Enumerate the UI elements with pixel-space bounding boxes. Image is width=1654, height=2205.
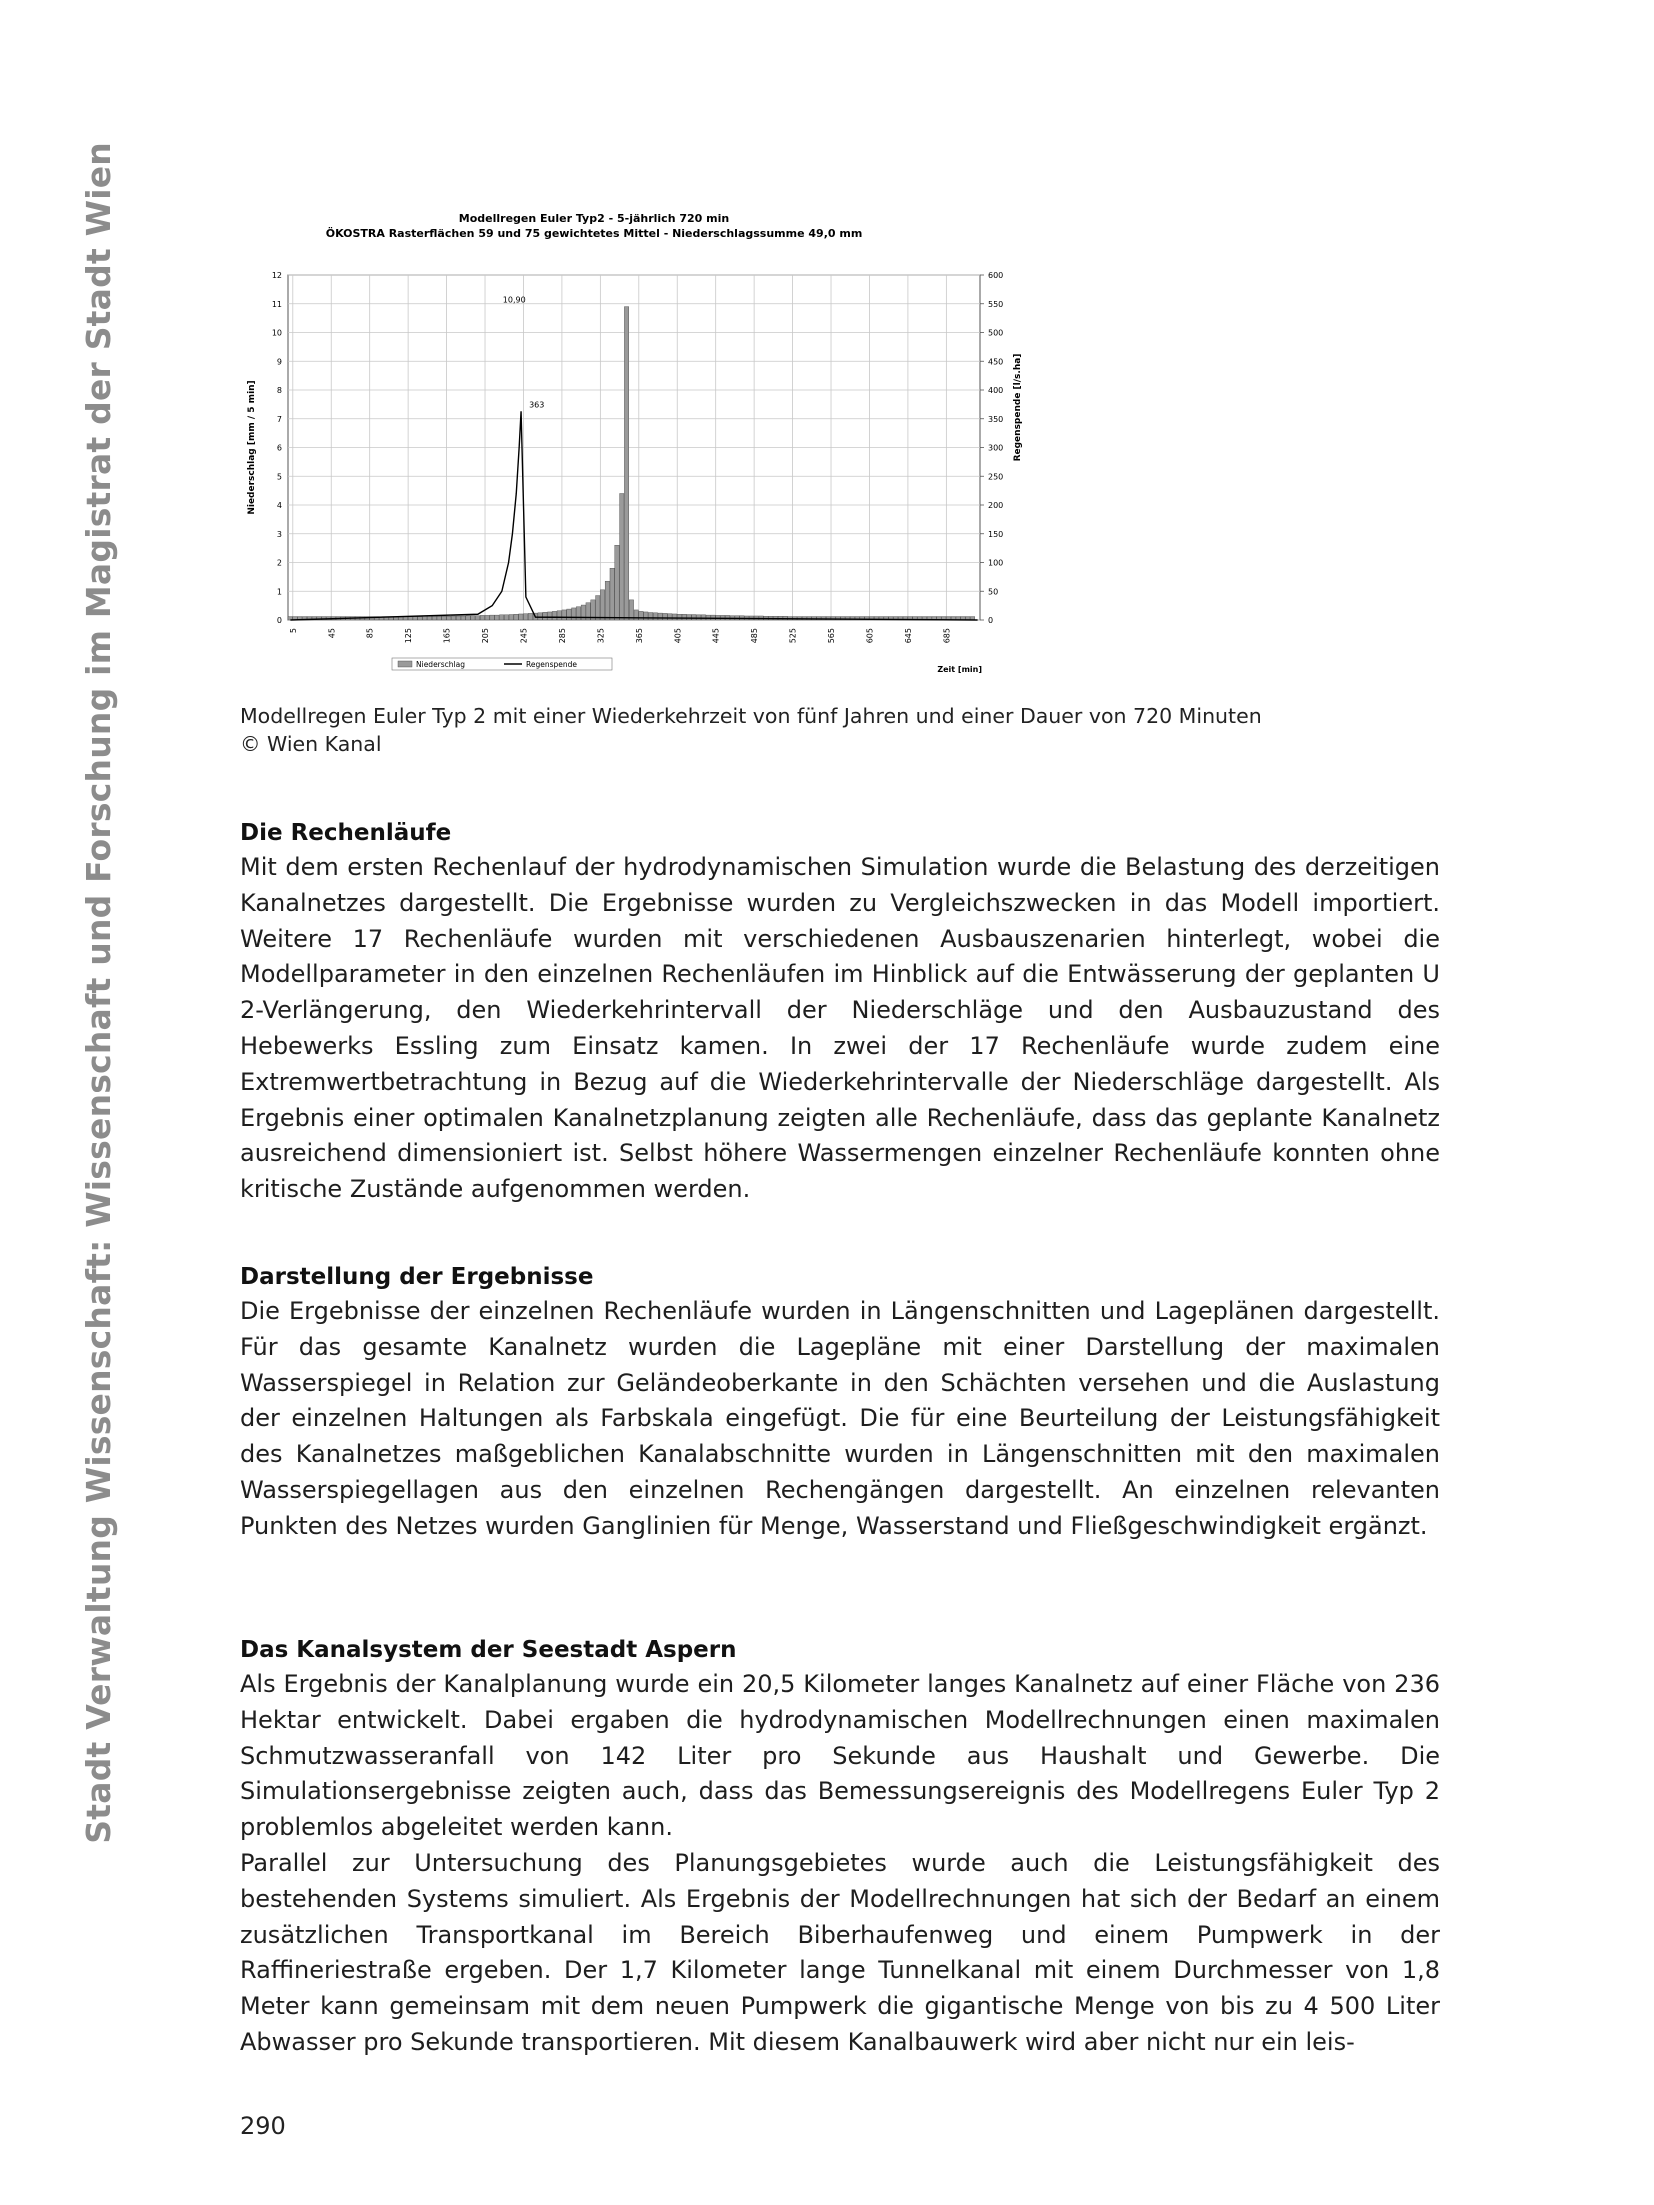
bar (485, 615, 489, 620)
x-tick-label: 205 (481, 628, 491, 644)
y2-tick-label: 400 (988, 386, 1004, 395)
section-paragraph: Parallel zur Untersuchung des Planungsgebietes wurde auch die Leistungsfähigkeit des bestehenden Systems simuliert. Als Ergebnis der Modellrechnungen hat sich der Bedarf an einem zusätzlichen Transportkanal im Bereich Biberhaufenweg und einem Pumpwerk in der Raffineriestraße ergeben. Der 1,7 Kilometer lange Tunnelkanal mit einem Durchmesser von 1,8 Meter kann gemeinsam mit dem neuen Pumpwerk die gigantische Menge von bis zu 4 500 Liter Abwasser pro Sekunde transportieren. Mit diesem Kanalbauwerk wird aber nicht nur ein leis- (240, 1848, 1440, 2056)
bar (610, 568, 614, 620)
legend-swatch-niederschlag (398, 661, 412, 667)
figure-caption (240, 702, 1440, 758)
section-paragraph: Mit dem ersten Rechenlauf der hydrodynamischen Simulation wurde die Belastung des derzeitigen Kanalnetzes dargestellt. Die Ergebnisse wurden zu Vergleichszwecken in das Modell importiert. Weitere 17 Rechenläufe wurden mit verschiedenen Ausbauszenarien hinterlegt, wobei die Modellparameter in den einzelnen Rechenläufen im Hinblick auf die Entwässerung der geplanten U 2-Verlängerung, den Wiederkehrintervall der Niederschläge und den Ausbauzustand des Hebewerks Essling zum Einsatz kamen. In zwei der 17 Rechenläufe wurde zudem eine Extremwertbetrachtung in Bezug auf die Wiederkehrintervalle der Niederschläge dargestellt. Als Ergebnis einer optimalen Kanalnetzplanung zeigten alle Rechenläufe, dass das geplante Kanalnetz ausreichend dimensioniert ist. Selbst höhere Wassermengen einzelner Rechenläufe konnten ohne kritische Zustände aufgenommen werden. (240, 853, 1440, 1204)
x-tick-label: 45 (327, 628, 337, 639)
bar (471, 616, 475, 620)
bar (418, 617, 422, 620)
bar (639, 611, 643, 620)
x-tick-label: 245 (519, 628, 529, 644)
bar (711, 615, 715, 620)
x-tick-label: 605 (865, 628, 875, 644)
bar (451, 616, 455, 620)
section-kanalsystem (240, 1633, 1440, 2061)
y2-axis-label: Regenspende [l/s.ha] (1013, 353, 1023, 462)
section-paragraph: Als Ergebnis der Kanalplanung wurde ein 20,5 Kilometer langes Kanalnetz auf einer Fläche von 236 Hektar entwickelt. Dabei ergaben die hydrodynamischen Modellrechnungen einen maximalen Schmutzwasseranfall von 142 Liter pro Sekunde aus Haushalt und Gewerbe. Die Simulationsergebnisse zeigten auch, dass das Bemessungsereignis des Modellregens Euler Typ 2 problemlos abgeleitet werden kann. (240, 1670, 1440, 1842)
bar (437, 616, 441, 620)
bar (620, 494, 624, 621)
y-tick-label: 9 (276, 357, 282, 367)
y-tick-label: 2 (276, 558, 282, 568)
x-tick-label: 485 (750, 628, 760, 644)
bar (548, 612, 552, 620)
bar (509, 615, 513, 620)
y2-tick-label: 300 (988, 443, 1004, 453)
section-heading: Das Kanalsystem der Seestadt Aspern (240, 1637, 737, 1663)
bar (663, 613, 667, 620)
line-regenspende (290, 411, 977, 620)
bar (495, 615, 499, 620)
data-label: 10,90 (502, 295, 526, 305)
y2-tick-label: 0 (988, 616, 994, 625)
caption-line-2: © Wien Kanal (240, 732, 382, 756)
bar (600, 590, 604, 620)
bar (572, 608, 576, 620)
x-tick-label: 285 (557, 628, 567, 644)
bar (413, 617, 417, 620)
y2-tick-label: 450 (988, 357, 1004, 367)
x-tick-label: 445 (711, 628, 721, 644)
bar (653, 613, 657, 620)
bar (480, 615, 484, 620)
bar (701, 615, 705, 620)
bar (456, 616, 460, 620)
x-tick-label: 645 (903, 628, 913, 644)
y-tick-label: 5 (276, 472, 282, 482)
x-tick-label: 365 (634, 628, 644, 644)
bar (466, 616, 470, 620)
y-tick-label: 12 (271, 271, 282, 280)
bar (562, 610, 566, 620)
bar (615, 545, 619, 620)
bar (461, 616, 465, 620)
bar (634, 610, 638, 620)
chart-subtitle: ÖKOSTRA Rasterflächen 59 und 75 gewichtetes Mittel - Niederschlagssumme 49,0 mm (325, 227, 863, 240)
bar (696, 615, 700, 620)
bar (567, 609, 571, 620)
bar (514, 614, 518, 620)
bar (519, 614, 523, 620)
y2-tick-label: 150 (988, 529, 1004, 539)
rainfall-chart-figure (240, 200, 1023, 680)
bar (629, 600, 633, 620)
x-tick-label: 5 (288, 628, 298, 634)
bar (624, 307, 628, 620)
bar (552, 611, 556, 620)
y-tick-label: 10 (271, 328, 282, 338)
x-tick-label: 165 (442, 628, 452, 644)
section-rechenlaeufe (240, 816, 1440, 1208)
legend-label-regenspende: Regenspende (526, 660, 578, 669)
rainfall-chart (240, 200, 1023, 680)
y2-tick-label: 350 (988, 414, 1004, 424)
bar (499, 615, 503, 620)
y-tick-label: 0 (276, 616, 282, 625)
y2-tick-label: 500 (988, 328, 1004, 338)
legend-label-niederschlag: Niederschlag (416, 660, 465, 669)
y-tick-label: 8 (276, 386, 282, 395)
x-axis-label: Zeit [min] (937, 665, 982, 674)
x-tick-label: 125 (404, 628, 414, 644)
bar (447, 616, 451, 620)
x-tick-label: 405 (673, 628, 683, 644)
bar (504, 615, 508, 620)
section-heading: Die Rechenläufe (240, 820, 452, 846)
x-tick-label: 525 (788, 628, 798, 644)
bar (475, 616, 479, 620)
bar (605, 581, 609, 620)
bar (528, 613, 532, 620)
x-tick-label: 565 (827, 628, 837, 644)
bar (557, 611, 561, 620)
bar (538, 613, 542, 620)
x-tick-label: 85 (365, 628, 375, 639)
bar (432, 616, 436, 620)
page-number: 290 (240, 2112, 286, 2140)
y-tick-label: 6 (276, 443, 282, 453)
bar (692, 615, 696, 620)
y2-tick-label: 100 (988, 558, 1004, 568)
y2-tick-label: 250 (988, 472, 1004, 482)
y2-tick-label: 550 (988, 299, 1004, 309)
sidebar-title: Stadt Verwaltung Wissenschaft: Wissenschaft und Forschung im Magistrat der Stadt Wien (78, 142, 118, 1844)
bar (677, 614, 681, 620)
y-tick-label: 4 (276, 501, 282, 510)
y2-tick-label: 600 (988, 271, 1004, 280)
section-paragraph: Die Ergebnisse der einzelnen Rechenläufe wurden in Längenschnitten und Lageplänen dargestellt. Für das gesamte Kanalnetz wurden die Lagepläne mit einer Darstellung der maximalen Wasserspiegel in Relation zur Geländeoberkante in den Schächten versehen und die Auslastung der einzelnen Haltungen als Farbskala eingefügt. Die für eine Beurteilung der Leistungsfähigkeit des Kanalnetzes maßgeblichen Kanalabschnitte wurden in Längenschnitten mit den maximalen Wasserspiegellagen aus den einzelnen Rechengängen dargestellt. An einzelnen relevanten Punkten des Netzes wurden Ganglinien für Menge, Wasserstand und Fließgeschwindigkeit ergänzt. (240, 1297, 1440, 1540)
bar (427, 616, 431, 620)
bar (644, 612, 648, 620)
caption-line-1: Modellregen Euler Typ 2 mit einer Wiederkehrzeit von fünf Jahren und einer Dauer von 720 Minuten (240, 704, 1262, 728)
y-tick-label: 3 (276, 529, 282, 539)
chart-title: Modellregen Euler Typ2 - 5-jährlich 720 min (458, 212, 730, 225)
section-heading: Darstellung der Ergebnisse (240, 1264, 594, 1290)
y-tick-label: 11 (271, 299, 282, 309)
data-label: 363 (529, 400, 545, 410)
bar (668, 614, 672, 620)
y-axis-label: Niederschlag [mm / 5 min] (247, 380, 257, 515)
bar (442, 616, 446, 620)
x-tick-label: 685 (942, 628, 952, 644)
bar (423, 616, 427, 620)
bar (672, 614, 676, 620)
bar (543, 612, 547, 620)
x-tick-label: 325 (596, 628, 606, 644)
bar (523, 614, 527, 620)
y-tick-label: 1 (276, 587, 282, 597)
bar (687, 615, 691, 620)
bar (490, 615, 494, 620)
y2-tick-label: 50 (988, 587, 999, 597)
bar (658, 613, 662, 620)
y-tick-label: 7 (276, 414, 282, 424)
bar (648, 613, 652, 620)
bar (596, 596, 600, 620)
section-darstellung (240, 1260, 1440, 1545)
bar (682, 614, 686, 620)
y2-tick-label: 200 (988, 501, 1004, 510)
